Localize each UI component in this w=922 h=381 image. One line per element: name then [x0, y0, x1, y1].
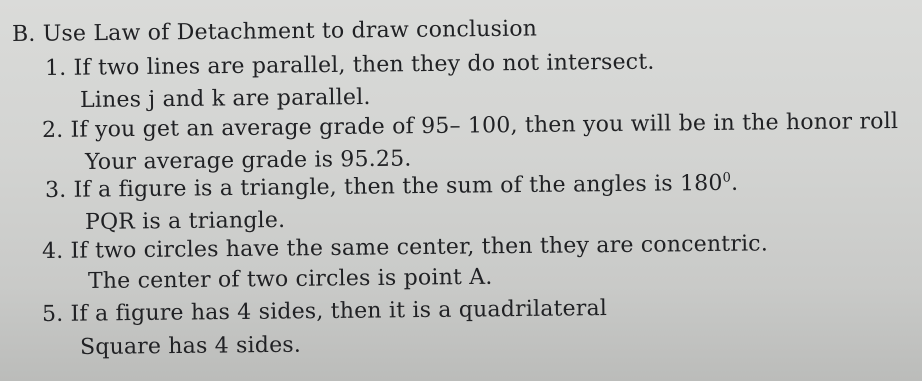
item-4-number: 4.	[41, 238, 64, 264]
degree-symbol: 0	[722, 170, 732, 186]
item-3-conditional	[45, 171, 739, 204]
item-3-number: 3.	[44, 177, 67, 203]
item-4-given: The center of two circles is point A.	[87, 264, 493, 294]
item-5-conditional-text: If a figure has 4 sides, then it is a quadrilateral	[70, 296, 608, 327]
item-1-conditional-text: If two lines are parallel, then they do not intersect.	[73, 49, 655, 81]
item-1-number: 1.	[44, 55, 67, 81]
item-5-conditional	[42, 296, 607, 328]
item-1-given: Lines j and k are parallel.	[79, 84, 371, 113]
item-5-number: 5.	[41, 301, 64, 327]
item-4-conditional	[42, 231, 768, 265]
item-3-given: PQR is a triangle.	[84, 207, 286, 235]
item-3-period: .	[730, 170, 739, 196]
section-heading: B. Use Law of Detachment to draw conclusion	[11, 16, 538, 47]
item-2-conditional	[42, 109, 898, 144]
item-4-conditional-text: If two circles have the same center, then they are concentric.	[70, 231, 769, 264]
item-1-conditional	[45, 50, 655, 82]
item-2-number: 2.	[41, 117, 64, 143]
item-3-conditional-text: If a figure is a triangle, then the sum of the angles is 180	[73, 170, 723, 203]
item-5-given: Square has 4 sides.	[79, 332, 302, 360]
item-2-conditional-text: If you get an average grade of 95– 100, then you will be in the honor roll	[70, 109, 899, 143]
item-2-given: Your average grade is 95.25.	[84, 146, 412, 175]
